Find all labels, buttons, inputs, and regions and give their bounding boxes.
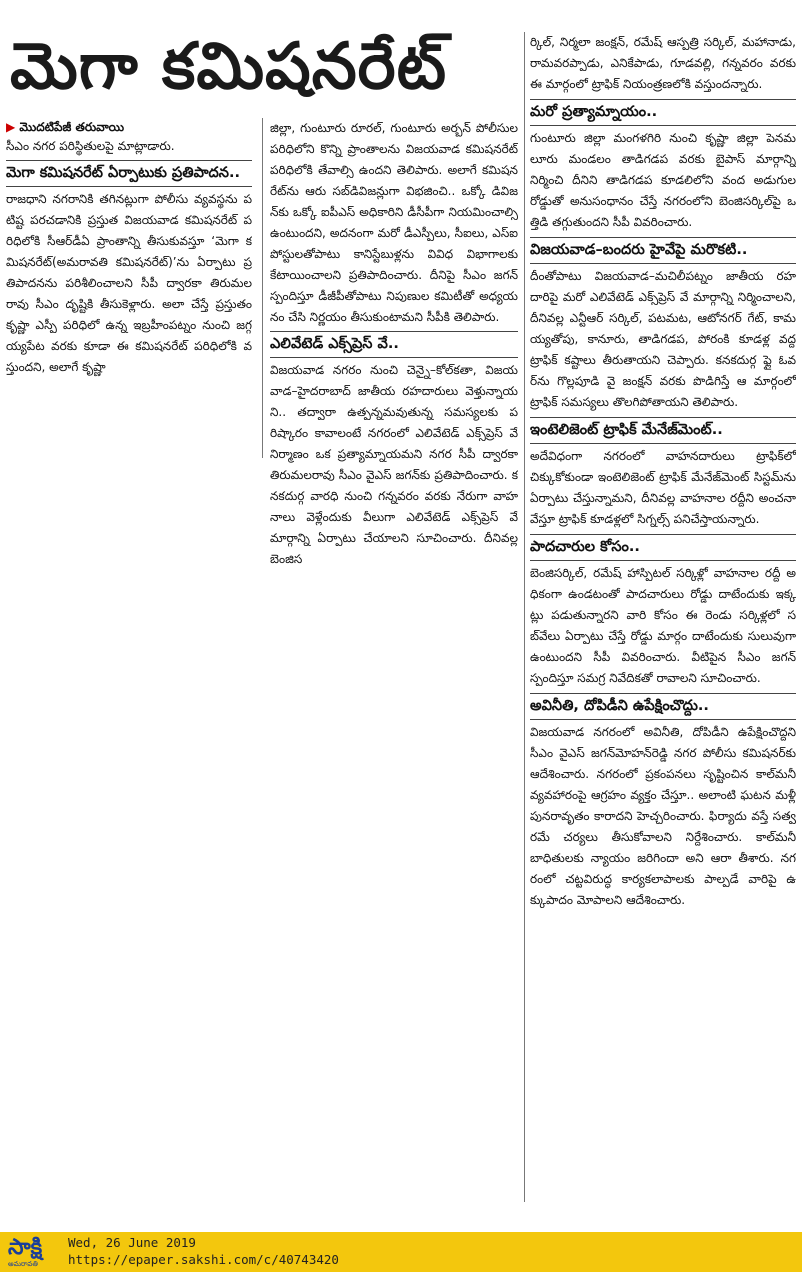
kicker-text: మొదటిపేజీ తరువాయి (19, 120, 125, 134)
epaper-url-link[interactable]: https://epaper.sakshi.com/c/40743420 (68, 1252, 339, 1267)
article-section (530, 237, 796, 413)
section-body: దీంతోపాటు విజయవాడ–మచిలీపట్నం జాతీయ రహదారిపై మరో ఎలివేటెడ్ ఎక్స్‌ప్రెస్ వే మార్గాన్ని నిర్మించాలని, దీనివల్ల ఎన్టీఆర్ సర్కిల్, పటమట, ఆటోనగర్ గేట్, కామయ్యతోపు, కానూరు, తాడిగడప, పోరంకి కూడళ్ల వద్ద ట్రాఫిక్ కష్టాలు తీరుతాయని చెప్పారు. కనకదుర్గ ఫ్లై ఓవర్‌ను గొల్లపూడి వై జంక్షన్ వరకు పొడిగిస్తే ఆ మార్గంలో ట్రాఫిక్ సమస్యలు తొలగిపోతాయని తెలిపారు. (530, 269, 796, 409)
body-paragraph: విజయవాడ నగరం నుంచి చెన్నై–కోల్‌కతా, విజయవాడ–హైదరాబాద్ జాతీయ రహదారులు వెళ్తున్నాయని.. తద్వారా ఉత్పన్నమవుతున్న సమస్యలకు పరిష్కారం కావాలంటే నగరంలో ఎలివేటెడ్ ఎక్స్‌ప్రెస్ వే నిర్మాణం ఒక ప్రత్యామ్నాయమని నగర సీపీ ద్వారకా తిరుమలరావు సీఎం వైఎస్ జగన్‌కు ప్రతిపాదించారు. కనకదుర్గ వారధి నుంచి గన్నవరం వరకు నేరుగా వాహనాలు వెళ్లేందుకు వీలుగా ఎలివేటెడ్ ఎక్స్‌ప్రెస్ వే మార్గాన్ని ఏర్పాటు చేయాలని సూచించారు. దీనివల్ల బెంజిస (270, 363, 518, 566)
article-section (530, 534, 796, 689)
body-paragraph: రాజధాని నగరానికి తగినట్లుగా పోలీసు వ్యవస్థను పటిష్ట పరచడానికి ప్రస్తుత విజయవాడ కమిషనరేట్ పరిధిలోకి సీఆర్‌డీఏ ప్రాంతాన్ని తీసుకువస్తూ ‘మెగా కమిషనరేట్(అమరావతి కమిషనరేట్)’ను ఏర్పాటు ప్రతిపాదనను పరిశీలించాలని సీపీ ద్వారకా తిరుమలరావు సీఎం దృష్టికి తీసుకెళ్లారు. అలా చేస్తే ప్రస్తుతం కృష్ణా ఎస్పీ పరిధిలో ఉన్న ఇబ్రహీంపట్నం నుంచి జగ్గయ్యపేట వరకు కూడా ఈ కమిషనరేట్ పరిధిలోకి వస్తుందని, అలాగే కృష్ణా (6, 192, 252, 374)
section-heading: ఇంటెలిజెంట్ ట్రాఫిక్ మేనేజ్‌మెంట్.. (530, 417, 796, 444)
article-column-3 (530, 32, 796, 1202)
footer-meta (68, 1234, 339, 1268)
logo-edition: అమరావతి (8, 1260, 38, 1268)
article-section (530, 99, 796, 233)
section-body: విజయవాడ నగరంలో అవినీతి, దోపిడీని ఉపేక్షించొద్దని సీఎం వైఎస్ జగన్‌మోహన్‌రెడ్డి నగర పోలీసు కమిషనర్‌కు ఆదేశించారు. నగరంలో ప్రకంపనలు సృష్టించిన కాల్‌మనీ వ్యవహారంపై ఆగ్రహం వ్యక్తం చేస్తూ.. అలాంటి ఘటన మళ్లీ పునరావృతం కారాదని హెచ్చరించారు. ఫిర్యాదు వస్తే సత్వరమే చర్యలు తీసుకోవాలని నిర్దేశించారు. కాల్‌మనీ బాధితులకు న్యాయం జరిగిందా అని ఆరా తీశారు. నగరంలో చట్టవిరుద్ధ కార్యకలాపాలకు పాల్పడే వారిపై ఉక్కుపాదం మోపాలని ఆదేశించారు. (530, 725, 796, 907)
section-heading: ఎలివేటెడ్ ఎక్స్‌ప్రెస్ వే.. (270, 331, 518, 358)
edition-date: Wed, 26 June 2019 (68, 1235, 196, 1250)
article-column-2 (270, 118, 518, 718)
sakshi-logo[interactable] (8, 1236, 66, 1268)
body-paragraph: ర్కిల్, నిర్మలా జంక్షన్, రమేష్ ఆస్పత్రి సర్కిల్, మహానాడు, రామవరప్పాడు, ఎనికేపాడు, గూడవల్లి, గన్నవరం వరకు ఈ మార్గంలో ట్రాఫిక్ నియంత్రణలోకి వస్తుందన్నారు. (530, 35, 796, 91)
lead-paragraph: సీఎం నగర పరిస్థితులపై మాట్లాడారు. (6, 139, 175, 153)
section-heading: విజయవాడ–బందరు హైవేపై మరొకటి.. (530, 237, 796, 264)
triangle-icon: ▶ (6, 120, 16, 134)
section-heading: మరో ప్రత్యామ్నాయం.. (530, 99, 796, 126)
section-body: బెంజిసర్కిల్, రమేష్ హాస్పిటల్ సర్కిళ్లో వాహనాల రద్దీ అధికంగా ఉండటంతో పాదచారులు రోడ్డు దాటేందుకు ఇక్కట్లు పడుతున్నారని వారి కోసం ఈ రెండు సర్కిళ్లలో సబ్‌వేలు ఏర్పాటు చేస్తే రోడ్డు మార్గం దాటేందుకు సులువుగా ఉంటుందని సీపీ వివరించారు. వీటిపైన సీఎం జగన్ స్పందిస్తూ సమగ్ర నివేదికతో రావాలని సూచించారు. (530, 566, 796, 685)
continued-from-label (6, 118, 252, 136)
section-body: గుంటూరు జిల్లా మంగళగిరి నుంచి కృష్ణా జిల్లా పెనమలూరు మండలం తాడిగడప వరకు బైపాస్ మార్గాన్ని నిర్మించి దీనిని తాడిగడప కూడలిలోని వంద అడుగుల రోడ్డుతో అనుసంధానం చేస్తే నగరంలోని బెంజిసర్కిల్‌పై ఒత్తిడి తగ్గుతుందని సీపీ వివరించారు. (530, 131, 796, 229)
article-section (530, 693, 796, 911)
section-heading: అవినీతి, దోపిడీని ఉపేక్షించొద్దు.. (530, 693, 796, 720)
section-heading: మెగా కమిషనరేట్ ఏర్పాటుకు ప్రతిపాదన.. (6, 160, 252, 187)
article-section (530, 417, 796, 530)
column-divider (262, 118, 263, 458)
footer-bar (0, 1232, 802, 1272)
column-divider (524, 32, 525, 1202)
article-column-1 (6, 118, 252, 458)
section-body: అదేవిధంగా నగరంలో వాహనదారులు ట్రాఫిక్‌లో చిక్కుకోకుండా ఇంటెలిజెంట్ ట్రాఫిక్ మేనేజ్‌మెంట్ సిస్టమ్‌ను ఏర్పాటు చేస్తున్నామని, దీనివల్ల వాహనాల రద్దీని అంచనా వేస్తూ ట్రాఫిక్ కూడళ్లలో సిగ్నల్స్ పనిచేస్తాయన్నారు. (530, 449, 796, 526)
section-heading: పాదచారుల కోసం.. (530, 534, 796, 561)
page-title: మెగా కమిషనరేట్ (10, 30, 447, 104)
body-paragraph: జిల్లా, గుంటూరు రూరల్, గుంటూరు అర్బన్ పోలీసుల పరిధిలోని కొన్ని ప్రాంతాలను విజయవాడ కమిషనరేట్ పరిధిలోకి తేవాల్సి ఉందని తెలిపారు. అలాగే కమిషనరేట్‌ను ఆరు సబ్‌డివిజన్లుగా విభజించి.. ఒక్కో డివిజన్‌కు ఒక్కో ఐపీఎస్ అధికారిని డీసీపీగా నియమించాల్సి ఉంటుందని, అదనంగా మరో డీఎస్పీలు, సీఐలు, ఎస్‌ఐ పోస్టులతోపాటు కానిస్టేబుళ్లను వివిధ విభాగాలకు కేటాయించాలని ప్రతిపాదించారు. దీనిపై సీఎం జగన్ స్పందిస్తూ డీజీపీతోపాటు నిపుణుల కమిటీతో అధ్యయనం చేసి నిర్ణయం తీసుకుంటామని సీపీకి తెలిపారు. (270, 121, 518, 324)
logo-text: సాక్షి (8, 1235, 43, 1260)
